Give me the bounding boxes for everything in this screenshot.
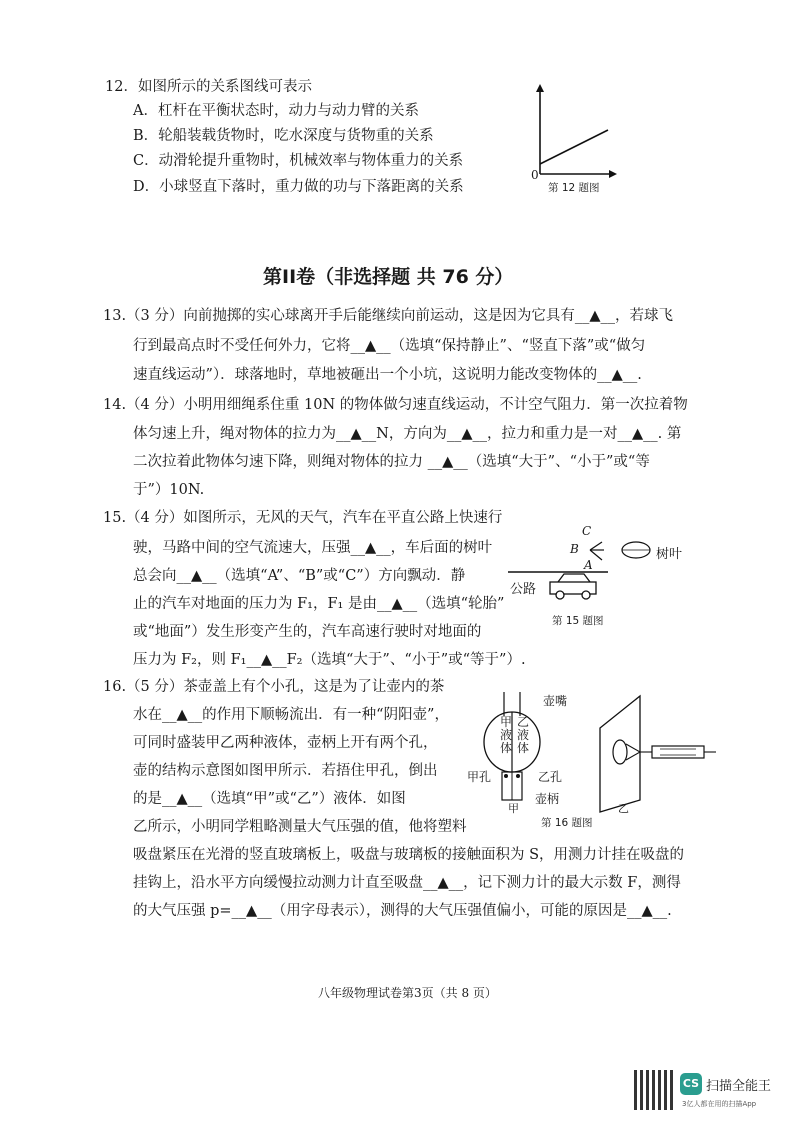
q13-line-3: 速直线运动”）．球落地时，草地被砸出一个小坑，这说明力能改变物体的__▲__.	[133, 367, 642, 383]
q13-line-1: 13.（3 分）向前抛掷的实心球离开手后能继续向前运动，这是因为它具有__▲__，若球飞	[103, 308, 674, 324]
q12-caption: 第 12 题图	[548, 182, 600, 194]
q15-line-5: 或“地面”）发生形变产生的，汽车高速行驶时对地面的	[133, 624, 482, 640]
q12-option-b: B．轮船装载货物时，吃水深度与货物重的关系	[133, 128, 434, 144]
q16-handle-label: 壶柄	[535, 792, 560, 806]
q12-option-a: A．杠杆在平衡状态时，动力与动力臂的关系	[133, 103, 419, 119]
q12-graph-origin: 0	[531, 168, 539, 182]
camscanner-logo-icon: CS	[680, 1073, 702, 1095]
q15-line-1: 15.（4 分）如图所示，无风的天气，汽车在平直公路上快速行	[103, 510, 503, 526]
q16-spout-label: 壶嘴	[543, 694, 568, 708]
q12-option-d: D．小球竖直下落时，重力做的功与下落距离的关系	[133, 179, 464, 195]
q15-line-3: 总会向__▲__（选填“A”、“B”或“C”）方向飘动．静	[133, 568, 466, 584]
car-icon	[550, 574, 596, 599]
qr-code-icon	[634, 1070, 674, 1110]
q16-fig-jia: 甲	[508, 802, 519, 815]
q12-option-c: C．动滑轮提升重物时，机械效率与物体重力的关系	[133, 153, 464, 169]
q15-label-a: A	[584, 558, 593, 572]
q16-liquid-yi: 乙液体	[517, 715, 530, 755]
q16-line-7: 吸盘紧压在光滑的竖直玻璃板上，吸盘与玻璃板的接触面积为 S，用测力计挂在吸盘的	[133, 847, 685, 863]
q16-line-6: 乙所示，小明同学粗略测量大气压强的值，他将塑料	[133, 819, 467, 835]
q16-line-9: 的大气压强 p=__▲__（用字母表示），测得的大气压强值偏小，可能的原因是__▲__.	[133, 903, 672, 919]
q13-line-2: 行到最高点时不受任何外力，它将__▲__（选填“保持静止”、“竖直下落”或“做匀	[133, 338, 646, 354]
q16-line-8: 挂钩上，沿水平方向缓慢拉动测力计直至吸盘__▲__，记下测力计的最大示数 F，测得	[133, 875, 681, 891]
spring-scale-icon	[652, 746, 704, 758]
section-title: 第II卷（非选择题 共 76 分）	[263, 266, 514, 288]
q16-liquid-jia: 甲液体	[500, 715, 513, 755]
watermark-sub: 3亿人都在用的扫描App	[682, 1100, 757, 1108]
q16-caption: 第 16 题图	[541, 817, 593, 829]
q16-fig-yi: 乙	[618, 802, 629, 815]
q14-line-4: 于”）10N.	[133, 482, 205, 498]
q15-caption: 第 15 题图	[552, 615, 604, 627]
q15-road-label: 公路	[510, 582, 537, 597]
q16-hole-yi: 乙孔	[538, 770, 563, 784]
q15-line-4: 止的汽车对地面的压力为 F₁，F₁ 是由__▲__（选填“轮胎”	[133, 596, 505, 612]
q16-hole-jia: 甲孔	[467, 770, 492, 784]
q15-line-6: 压力为 F₂，则 F₁__▲__F₂（选填“大于”、“小于”或“等于”）.	[133, 652, 526, 668]
watermark-brand: 扫描全能王	[706, 1079, 772, 1094]
q16-line-1: 16.（5 分）茶壶盖上有个小孔，这是为了让壶内的茶	[103, 679, 445, 695]
q16-line-5: 的是__▲__（选填“甲”或“乙”）液体．如图	[133, 791, 406, 807]
q16-line-4: 壶的结构示意图如图甲所示．若捂住甲孔，倒出	[133, 763, 438, 779]
q15-label-b: B	[570, 542, 579, 556]
q14-line-1: 14.（4 分）小明用细绳系住重 10N 的物体做匀速直线运动，不计空气阻力．第一次拉着物	[103, 397, 688, 413]
q15-line-2: 驶，马路中间的空气流速大，压强__▲__，车后面的树叶	[133, 540, 493, 556]
q16-line-3: 可同时盛装甲乙两种液体，壶柄上开有两个孔，	[133, 735, 438, 751]
glass-plate	[600, 696, 640, 812]
suction-cup-icon	[613, 740, 627, 764]
q14-line-3: 二次拉着此物体匀速下降，则绳对物体的拉力 __▲__（选填“大于”、“小于”或“等	[133, 454, 650, 470]
q16-line-2: 水在__▲__的作用下顺畅流出．有一种“阴阳壶”，	[133, 707, 449, 723]
q14-line-2: 体匀速上升，绳对物体的拉力为__▲__N，方向为__▲__，拉力和重力是一对__▲__. 第	[133, 426, 682, 442]
page-footer: 八年级物理试卷第3页（共 8 页）	[318, 986, 497, 1000]
q12-stem: 12．如图所示的关系图线可表示	[105, 79, 312, 95]
q15-figure	[508, 522, 698, 612]
q15-label-c: C	[582, 524, 592, 538]
q15-leaf-label: 树叶	[656, 547, 683, 562]
